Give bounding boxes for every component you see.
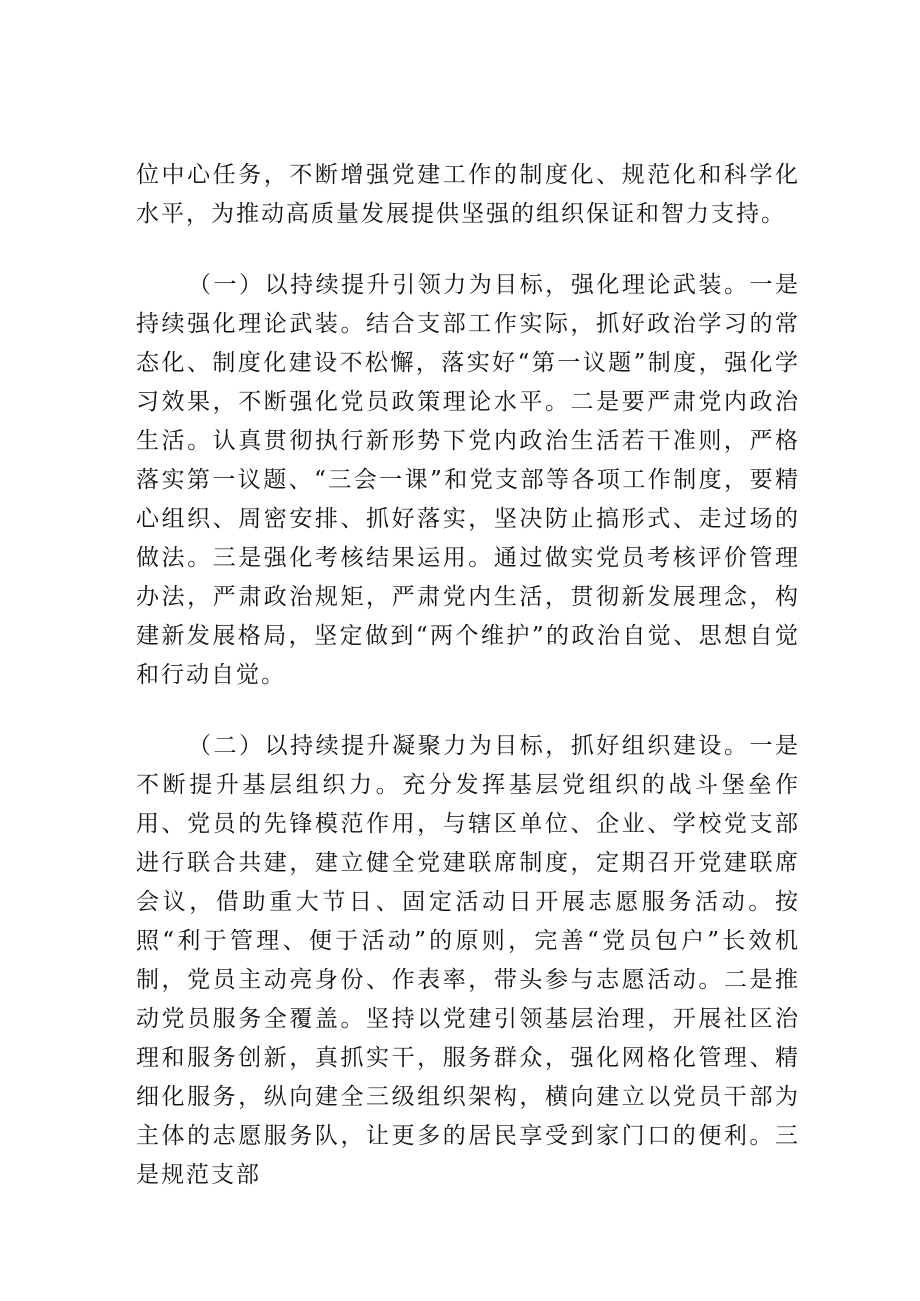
paragraph-continuation: 位中心任务，不断增强党建工作的制度化、规范化和科学化水平，为推动高质量发展提供坚强的组织保证和智力支持。 xyxy=(136,162,800,227)
document-page xyxy=(136,156,800,1195)
paragraph-section-one: （一）以持续提升引领力为目标，强化理论武装。一是持续强化理论武装。结合支部工作实际，抓好政治学习的常态化、制度化建设不松懈，落实好“第一议题”制度，强化学习效果，不断强化党员政策理论水平。二是要严肃党内政治生活。认真贯彻执行新形势下党内政治生活若干准则，严格落实第一议题、“三会一课”和党支部等各项工作制度，要精心组织、周密安排、抓好落实，坚决防止搞形式、走过场的做法。三是强化考核结果运用。通过做实党员考核评价管理办法，严肃政治规矩，严肃党内生活，贯彻新发展理念，构建新发展格局，坚定做到“两个维护”的政治自觉、思想自觉和行动自觉。 xyxy=(136,272,800,688)
paragraph-section-two: （二）以持续提升凝聚力为目标，抓好组织建设。一是不断提升基层组织力。充分发挥基层党组织的战斗堡垒作用、党员的先锋模范作用，与辖区单位、企业、学校党支部进行联合共建，建立健全党建联席制度，定期召开党建联席会议，借助重大节日、固定活动日开展志愿服务活动。按照“利于管理、便于活动”的原则，完善“党员包户”长效机制，党员主动亮身份、作表率，带头参与志愿活动。二是推动党员服务全覆盖。坚持以党建引领基层治理，开展社区治理和服务创新，真抓实干，服务群众，强化网格化管理、精细化服务，纵向建全三级组织架构，横向建立以党员干部为主体的志愿服务队，让更多的居民享受到家门口的便利。三是规范支部 xyxy=(136,733,800,1188)
